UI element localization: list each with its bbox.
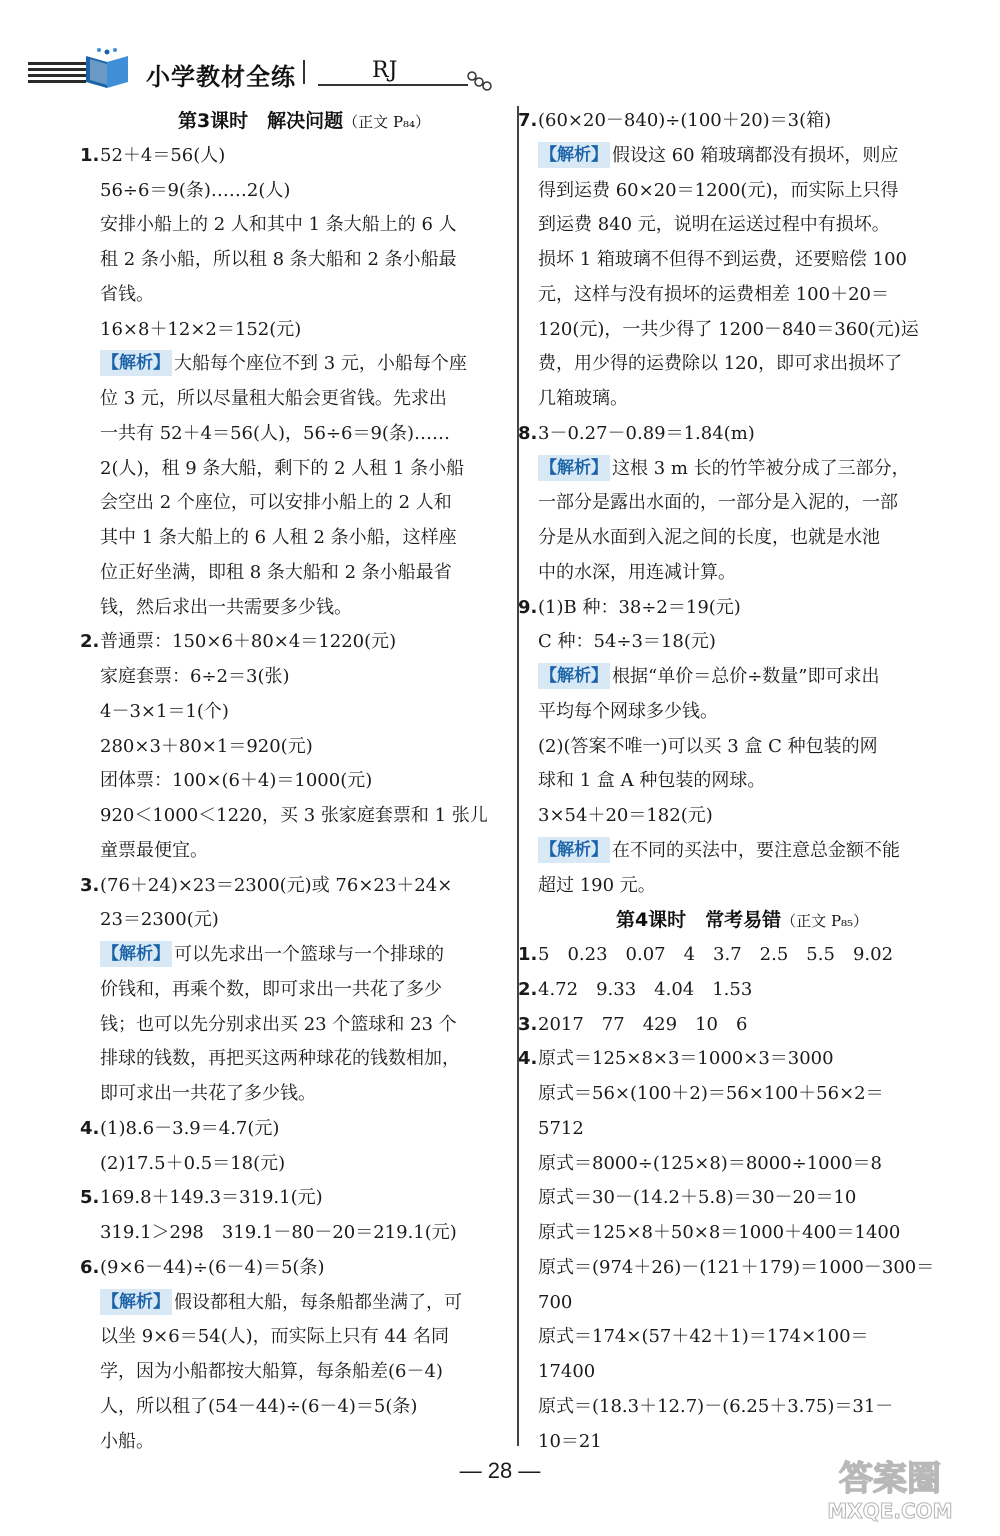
text-line xyxy=(100,1042,508,1077)
text-line xyxy=(100,1216,508,1251)
question-number: 7. xyxy=(518,110,538,131)
text-line xyxy=(518,417,946,452)
line-text: 17400 xyxy=(538,1361,596,1382)
text-line xyxy=(518,938,946,973)
text-line xyxy=(100,208,508,243)
section-title xyxy=(100,104,508,139)
text-line xyxy=(80,1251,508,1286)
text-line xyxy=(100,347,508,382)
line-text: 大船每个座位不到 3 元，小船每个座 xyxy=(174,353,467,375)
brand-title: 小学教材全练 xyxy=(146,63,296,91)
line-text: 700 xyxy=(538,1291,573,1313)
section-title-ref: （正文 P₈₅） xyxy=(781,912,869,931)
line-text: 钱；也可以先分别求出买 23 个篮球和 23 个 xyxy=(100,1013,457,1035)
line-text: 人，所以租了(54－44)÷(6－4)＝5(条) xyxy=(100,1395,418,1417)
line-text: 省钱。 xyxy=(100,283,154,305)
question-number: 1. xyxy=(80,144,100,166)
line-text: 童票最便宜。 xyxy=(100,839,208,861)
line-text: 在不同的买法中，要注意总金额不能 xyxy=(612,839,900,861)
text-line xyxy=(538,869,946,904)
line-text: 10＝21 xyxy=(538,1430,602,1452)
text-line xyxy=(100,1008,508,1043)
header-separator xyxy=(303,60,305,84)
question-number: 3. xyxy=(80,874,100,896)
text-line xyxy=(538,313,946,348)
text-line xyxy=(100,973,508,1008)
text-line xyxy=(100,486,508,521)
text-line xyxy=(538,1147,946,1182)
line-text: (60×20－840)÷(100＋20)＝3(箱) xyxy=(538,110,832,131)
analysis-tag: 【解析】 xyxy=(100,941,172,967)
line-text: 920＜1000＜1220，买 3 张家庭套票和 1 张儿 xyxy=(100,805,488,826)
text-line xyxy=(80,1181,508,1216)
text-line xyxy=(538,764,946,799)
line-text: 3×54＋20＝182(元) xyxy=(538,805,713,826)
line-text: 位 3 元，所以尽量租大船会更省钱。先求出 xyxy=(100,388,447,409)
text-line xyxy=(100,313,508,348)
line-text: 可以先求出一个篮球与一个排球的 xyxy=(174,944,444,965)
text-line xyxy=(100,764,508,799)
text-line xyxy=(100,1390,508,1425)
text-line xyxy=(100,1286,508,1321)
line-text: 小船。 xyxy=(100,1430,154,1452)
text-line xyxy=(538,730,946,765)
line-text: 分是从水面到入泥之间的长度，也就是水池 xyxy=(538,527,880,548)
text-line xyxy=(100,1320,508,1355)
column-divider xyxy=(517,106,519,1446)
text-line xyxy=(538,799,946,834)
text-line xyxy=(100,660,508,695)
text-line xyxy=(538,1355,946,1390)
line-text: 52＋4＝56(人) xyxy=(100,144,226,166)
line-text: (9×6－44)÷(6－4)＝5(条) xyxy=(100,1256,325,1278)
line-text: 得到运费 60×20＝1200(元)，而实际上只得 xyxy=(538,179,899,201)
line-text: 2017 77 429 10 6 xyxy=(538,1013,748,1035)
text-line xyxy=(538,347,946,382)
watermark-top-text: 答案圈 xyxy=(839,1459,941,1499)
text-line xyxy=(80,869,508,904)
line-text: (2)(答案不唯一)可以买 3 盒 C 种包装的网 xyxy=(538,735,878,757)
text-line xyxy=(538,139,946,174)
analysis-tag: 【解析】 xyxy=(100,350,172,376)
text-line xyxy=(538,695,946,730)
watermark-logo xyxy=(800,1452,980,1524)
text-line xyxy=(538,174,946,209)
line-text: 中的水深，用连减计算。 xyxy=(538,561,736,583)
line-text: 钱，然后求出一共需要多少钱。 xyxy=(100,596,352,618)
line-text: 损坏 1 箱玻璃不但得不到运费，还要赔偿 100 xyxy=(538,249,907,270)
question-number: 2. xyxy=(518,978,538,1000)
page-number: — 28 — xyxy=(459,1458,541,1483)
line-text: 会空出 2 个座位，可以安排小船上的 2 人和 xyxy=(100,492,452,514)
text-line xyxy=(518,591,946,626)
line-text: 家庭套票：6÷2＝3(张) xyxy=(100,666,290,687)
text-line xyxy=(538,625,946,660)
text-line xyxy=(538,660,946,695)
line-text: (2)17.5＋0.5＝18(元) xyxy=(100,1152,286,1174)
line-text: 假设这 60 箱玻璃都没有损坏，则应 xyxy=(612,144,899,166)
analysis-tag: 【解析】 xyxy=(538,837,610,863)
line-text: 原式＝125×8＋50×8＝1000＋400＝1400 xyxy=(538,1222,901,1243)
header-underline xyxy=(318,84,468,86)
text-line xyxy=(100,799,508,834)
text-line xyxy=(100,1355,508,1390)
text-line xyxy=(538,243,946,278)
line-text: 一部分是露出水面的，一部分是入泥的，一部 xyxy=(538,492,898,514)
left-column xyxy=(80,104,508,1459)
line-text: 球和 1 盒 A 种包装的网球。 xyxy=(538,770,766,792)
analysis-tag: 【解析】 xyxy=(538,663,610,689)
text-line xyxy=(100,452,508,487)
line-text: 319.1＞298 319.1－80－20＝219.1(元) xyxy=(100,1222,457,1243)
text-line xyxy=(100,1147,508,1182)
text-line xyxy=(538,1112,946,1147)
text-line xyxy=(538,452,946,487)
text-line xyxy=(100,521,508,556)
text-line xyxy=(538,1216,946,1251)
line-text: 平均每个网球多少钱。 xyxy=(538,700,718,722)
question-number: 8. xyxy=(518,422,538,444)
line-text: 根据“单价＝总价÷数量”即可求出 xyxy=(612,666,880,687)
text-line xyxy=(80,139,508,174)
line-text: (1)B 种：38÷2＝19(元) xyxy=(538,596,741,618)
line-text: 原式＝(974＋26)－(121＋179)＝1000－300＝ xyxy=(538,1256,935,1278)
question-number: 5. xyxy=(80,1187,100,1209)
rings-icon xyxy=(466,70,496,92)
text-line xyxy=(100,834,508,869)
line-text: 安排小船上的 2 人和其中 1 条大船上的 6 人 xyxy=(100,214,457,236)
line-text: 原式＝174×(57＋42＋1)＝174×100＝ xyxy=(538,1326,869,1348)
edition-label: RJ xyxy=(372,58,398,83)
text-line xyxy=(538,208,946,243)
analysis-tag: 【解析】 xyxy=(538,142,610,168)
book-logo-icon xyxy=(82,44,132,90)
line-text: 169.8＋149.3＝319.1(元) xyxy=(100,1187,323,1209)
line-text: 费，用少得的运费除以 120，即可求出损坏了 xyxy=(538,353,903,375)
text-line xyxy=(538,278,946,313)
text-line xyxy=(100,382,508,417)
line-text: 价钱和，再乘个数，即可求出一共花了多少 xyxy=(100,978,442,1000)
line-text: 原式＝8000÷(125×8)＝8000÷1000＝8 xyxy=(538,1152,882,1174)
line-text: 3－0.27－0.89＝1.84(m) xyxy=(538,422,755,444)
line-text: 4.72 9.33 4.04 1.53 xyxy=(538,978,753,1000)
line-text: 即可求出一共花了多少钱。 xyxy=(100,1083,316,1104)
text-line xyxy=(100,1077,508,1112)
analysis-tag: 【解析】 xyxy=(100,1289,172,1315)
text-line xyxy=(538,1320,946,1355)
text-line xyxy=(518,973,946,1008)
line-text: 学，因为小船都按大船算，每条船差(6－4) xyxy=(100,1361,443,1382)
line-text: 一共有 52＋4＝56(人)，56÷6＝9(条)…… xyxy=(100,422,450,444)
header-stripes xyxy=(28,62,86,86)
line-text: 原式＝30－(14.2＋5.8)＝30－20＝10 xyxy=(538,1187,857,1209)
line-text: 2(人)，租 9 条大船，剩下的 2 人租 1 条小船 xyxy=(100,457,465,479)
line-text: 280×3＋80×1＝920(元) xyxy=(100,735,313,757)
section-title-text: 第4课时 常考易错 xyxy=(615,909,782,932)
text-line xyxy=(80,1112,508,1147)
text-line xyxy=(518,1008,946,1043)
question-number: 6. xyxy=(80,1256,100,1278)
line-text: 到运费 840 元，说明在运送过程中有损坏。 xyxy=(538,214,890,236)
line-text: 元，这样与没有损坏的运费相差 100＋20＝ xyxy=(538,283,889,305)
text-line xyxy=(518,104,946,139)
watermark-bottom-text: MXQE.COM xyxy=(827,1499,953,1523)
line-text: 几箱玻璃。 xyxy=(538,388,628,409)
line-text: 4－3×1＝1(个) xyxy=(100,700,229,722)
text-line xyxy=(100,591,508,626)
question-number: 2. xyxy=(80,631,100,653)
line-text: 5712 xyxy=(538,1117,584,1139)
text-line xyxy=(100,243,508,278)
question-number: 4. xyxy=(518,1048,538,1070)
text-line xyxy=(538,556,946,591)
text-line xyxy=(100,730,508,765)
section-title-text: 第3课时 解决问题 xyxy=(177,110,344,132)
line-text: 16×8＋12×2＝152(元) xyxy=(100,318,302,340)
line-text: 超过 190 元。 xyxy=(538,874,656,896)
text-line xyxy=(538,1077,946,1112)
text-line xyxy=(538,1251,946,1286)
line-text: 以坐 9×6＝54(人)，而实际上只有 44 名同 xyxy=(100,1326,450,1348)
line-text: 假设都租大船，每条船都坐满了，可 xyxy=(174,1291,462,1313)
text-line xyxy=(538,1181,946,1216)
line-text: 原式＝56×(100＋2)＝56×100＋56×2＝ xyxy=(538,1083,884,1104)
text-line xyxy=(518,1042,946,1077)
text-line xyxy=(538,1286,946,1321)
line-text: 租 2 条小船，所以租 8 条大船和 2 条小船最 xyxy=(100,249,457,270)
right-column xyxy=(518,104,946,1459)
line-text: 其中 1 条大船上的 6 人租 2 条小船，这样座 xyxy=(100,527,457,548)
line-text: 23＝2300(元) xyxy=(100,909,219,931)
question-number: 9. xyxy=(518,596,538,618)
analysis-tag: 【解析】 xyxy=(538,455,610,481)
line-text: 5 0.23 0.07 4 3.7 2.5 5.5 9.02 xyxy=(538,944,894,965)
text-line xyxy=(100,417,508,452)
question-number: 3. xyxy=(518,1013,538,1035)
line-text: 位正好坐满，即租 8 条大船和 2 条小船最省 xyxy=(100,561,452,583)
line-text: 团体票：100×(6＋4)＝1000(元) xyxy=(100,770,373,792)
text-line xyxy=(80,625,508,660)
text-line xyxy=(100,278,508,313)
line-text: 120(元)，一共少得了 1200－840＝360(元)运 xyxy=(538,318,919,340)
text-line xyxy=(100,938,508,973)
text-line xyxy=(538,382,946,417)
text-line xyxy=(100,174,508,209)
line-text: (1)8.6－3.9＝4.7(元) xyxy=(100,1117,280,1139)
text-line xyxy=(538,521,946,556)
line-text: 这根 3 m 长的竹竿被分成了三部分， xyxy=(612,457,910,479)
line-text: 排球的钱数，再把买这两种球花的钱数相加， xyxy=(100,1048,460,1070)
question-number: 1. xyxy=(518,944,538,965)
question-number: 4. xyxy=(80,1117,100,1139)
text-line xyxy=(100,903,508,938)
text-line xyxy=(538,834,946,869)
line-text: 原式＝125×8×3＝1000×3＝3000 xyxy=(538,1048,834,1070)
text-line xyxy=(538,1390,946,1425)
line-text: (76＋24)×23＝2300(元)或 76×23＋24× xyxy=(100,874,453,896)
text-line xyxy=(538,486,946,521)
line-text: C 种：54÷3＝18(元) xyxy=(538,631,716,653)
line-text: 普通票：150×6＋80×4＝1220(元) xyxy=(100,631,397,653)
section-title xyxy=(538,903,946,938)
section-title-ref: （正文 P₈₄） xyxy=(343,113,431,131)
text-line xyxy=(100,556,508,591)
text-line xyxy=(100,695,508,730)
line-text: 56÷6＝9(条)……2(人) xyxy=(100,179,291,201)
line-text: 原式＝(18.3＋12.7)－(6.25＋3.75)＝31－ xyxy=(538,1395,894,1417)
text-line xyxy=(100,1425,508,1460)
